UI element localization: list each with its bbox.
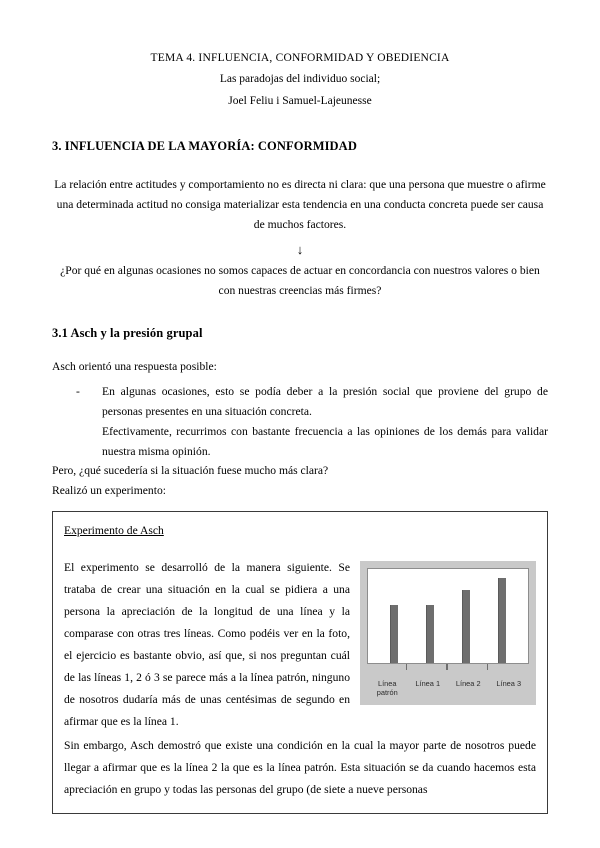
- down-arrow-icon: ↓: [296, 242, 304, 258]
- subsection-heading: 3.1 Asch y la presión grupal: [52, 326, 203, 341]
- bar-linea-patron: [390, 605, 398, 663]
- experiment-box-title: Experimento de Asch: [64, 524, 164, 538]
- axis-tick: [446, 664, 448, 670]
- document-title: TEMA 4. INFLUENCIA, CONFORMIDAD Y OBEDIENCIA: [150, 52, 450, 64]
- list-item: [76, 382, 548, 422]
- bullet-continuation-text: Efectivamente, recurrimos con bastante frecuencia a las opiniones de los demás para validar nuestra misma opinión.: [102, 424, 548, 458]
- section-heading: 3. INFLUENCIA DE LA MAYORÍA: CONFORMIDAD: [52, 138, 357, 153]
- chart-plot-frame: [367, 568, 529, 664]
- follow-up-question: Pero, ¿qué sucedería si la situación fuese mucho más clara?: [52, 464, 329, 478]
- chart-bars: [368, 569, 528, 663]
- experiment-body-left: El experimento se desarrolló de la manera siguiente. Se trataba de crear una situación en la cual se pidiera a una persona la apreciación de la longitud de una línea y la comparase con otras tres líneas. Como podéis ver en la foto, el ejercicio es bastante obvio, así que, si nos preguntan cuál de las líneas 1, 2 ó 3 se parece más a la línea patrón, ninguno de nosotros dudaría más de unas centésimas de segundo en afirmar que es la línea 1.: [64, 560, 350, 728]
- chart-label-linea-patron: Línea patrón: [376, 678, 398, 697]
- spacer: [52, 155, 548, 175]
- bar-linea-2: [462, 590, 470, 663]
- section-intro-paragraph: La relación entre actitudes y comportamiento no es directa ni clara: que una persona que muestre o afirme una determinada actitud no consiga materializar esta tendencia en una conducta concreta puede ser causa de muchos factores.: [54, 178, 546, 232]
- chart-label-linea-1: Línea 1: [415, 678, 441, 688]
- document-author: Joel Feliu i Samuel-Lajeunesse: [228, 94, 372, 107]
- bar-linea-3: [498, 578, 506, 663]
- experiment-box-content: [64, 557, 536, 733]
- experiment-body-tail: Sin embargo, Asch demostró que existe una condición en la cual la mayor parte de nosotros puede llegar a afirmar que es la línea 2 la que es la línea patrón. Esta situación se da cuando hacemos esta apreciación en grupo y todas las personas del grupo (de siete a nueve personas: [64, 739, 536, 797]
- chart-label-linea-3: Línea 3: [496, 678, 522, 688]
- axis-tick: [487, 664, 489, 670]
- axis-tick: [406, 664, 408, 670]
- subsection-lead-in: Asch orientó una respuesta posible:: [52, 359, 217, 373]
- bullet-text: En algunas ocasiones, esto se podía deber a la presión social que proviene del grupo de personas presentes en una situación concreta.: [102, 384, 548, 418]
- spacer: [52, 343, 548, 357]
- bar-linea-1: [426, 605, 434, 663]
- figure-frame: [360, 561, 536, 678]
- chart-label-linea-2: Línea 2: [455, 678, 481, 688]
- section-question-paragraph: ¿Por qué en algunas ocasiones no somos capaces de actuar en concordancia con nuestros valores o bien con nuestras creencias más firmes?: [60, 264, 540, 298]
- chart-category-labels: [360, 678, 536, 705]
- document-title-block: [52, 48, 548, 112]
- experiment-box: [52, 511, 548, 814]
- chart-axis-ticks: [367, 664, 529, 671]
- experiment-lead-in: Realizó un experimento:: [52, 484, 166, 498]
- bullet-dash-marker: -: [76, 384, 80, 398]
- document-subtitle: Las paradojas del individuo social;: [219, 73, 381, 86]
- asch-lines-figure: [360, 561, 536, 705]
